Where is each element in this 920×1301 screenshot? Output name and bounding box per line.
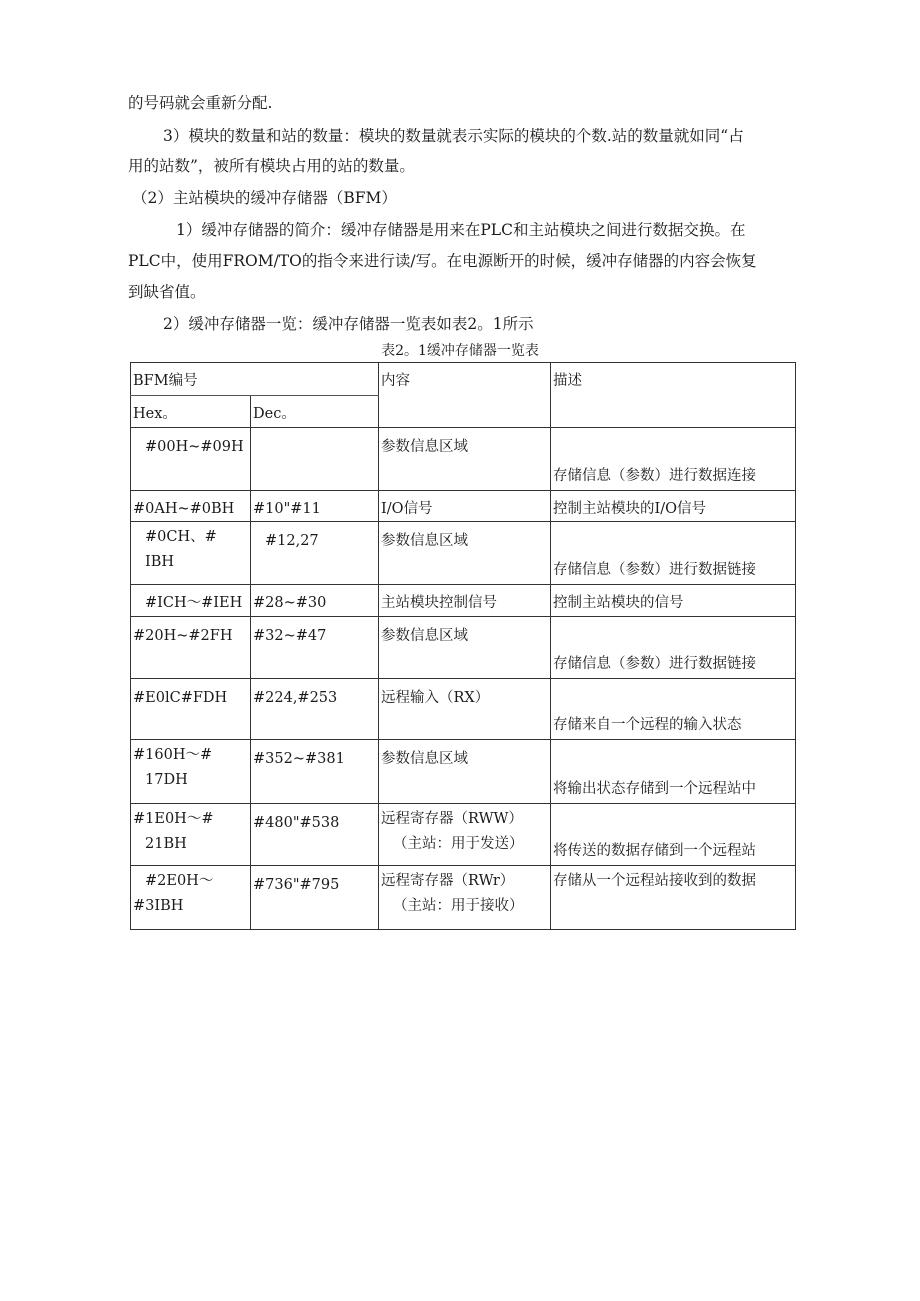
cell-hex: #0CH、# IBH — [131, 522, 251, 585]
table-row — [131, 679, 796, 740]
cell-hex: #0AH~#0BH — [131, 491, 251, 522]
paragraph-line-6: 到缺省值。 — [128, 283, 206, 301]
header-content: 内容 — [379, 363, 551, 428]
paragraph-line-7: 2）缓冲存储器一览：缓冲存储器一览表如表2。1所示 — [163, 315, 534, 333]
cell-description: 将传送的数据存储到一个远程站 — [551, 804, 796, 866]
cell-hex: #20H~#2FH — [131, 617, 251, 679]
cell-dec: #352~#381 — [251, 740, 379, 804]
cell-hex: #160H～# 17DH — [131, 740, 251, 804]
table-row — [131, 522, 796, 585]
table-header-row — [131, 363, 796, 396]
cell-hex: #1E0H～# 21BH — [131, 804, 251, 866]
cell-content: 主站模块控制信号 — [379, 585, 551, 617]
cell-hex: #E0lC#FDH — [131, 679, 251, 740]
header-description: 描述 — [551, 363, 796, 428]
cell-hex: #2E0H～ #3IBH — [131, 866, 251, 930]
paragraph-line-2: 3）模块的数量和站的数量：模块的数量就表示实际的模块的个数.站的数量就如同“占 — [163, 127, 744, 145]
cell-description: 存储信息（参数）进行数据链接 — [551, 617, 796, 679]
cell-dec: #32~#47 — [251, 617, 379, 679]
cell-hex: #ICH～#IEH — [131, 585, 251, 617]
cell-dec: #224,#253 — [251, 679, 379, 740]
cell-description: 存储信息（参数）进行数据链接 — [551, 522, 796, 585]
cell-content: 远程寄存器（RWW） （主站：用于发送） — [379, 804, 551, 866]
table-row — [131, 617, 796, 679]
cell-content: 参数信息区域 — [379, 617, 551, 679]
header-hex: Hex。 — [131, 396, 251, 428]
section-heading: （2）主站模块的缓冲存储器（BFM） — [132, 189, 397, 207]
bfm-table — [130, 362, 796, 930]
cell-description: 存储来自一个远程的输入状态 — [551, 679, 796, 740]
table-row — [131, 866, 796, 930]
cell-content: 参数信息区域 — [379, 428, 551, 491]
cell-dec: #12,27 — [251, 522, 379, 585]
table-caption: 表2。1缓冲存储器一览表 — [381, 343, 539, 359]
cell-description: 存储从一个远程站接收到的数据 — [551, 866, 796, 930]
cell-dec: #736"#795 — [251, 866, 379, 930]
table-row — [131, 740, 796, 804]
cell-dec — [251, 428, 379, 491]
header-bfm-number: BFM编号 — [131, 363, 379, 396]
cell-description: 控制主站模块的信号 — [551, 585, 796, 617]
cell-hex: #00H~#09H — [131, 428, 251, 491]
header-dec: Dec。 — [251, 396, 379, 428]
cell-content: I/O信号 — [379, 491, 551, 522]
cell-description: 将输出状态存储到一个远程站中 — [551, 740, 796, 804]
paragraph-line-3: 用的站数”，被所有模块占用的站的数量。 — [128, 157, 415, 175]
table-row — [131, 585, 796, 617]
cell-content: 参数信息区域 — [379, 740, 551, 804]
cell-content: 远程输入（RX） — [379, 679, 551, 740]
cell-dec: #28~#30 — [251, 585, 379, 617]
table-row — [131, 428, 796, 491]
cell-dec: #480"#538 — [251, 804, 379, 866]
cell-dec: #10"#11 — [251, 491, 379, 522]
paragraph-line-1: 的号码就会重新分配. — [128, 94, 273, 112]
cell-description: 存储信息（参数）进行数据连接 — [551, 428, 796, 491]
cell-content: 参数信息区域 — [379, 522, 551, 585]
table-row — [131, 804, 796, 866]
paragraph-line-5: PLC中，使用FROM/TO的指令来进行读/写。在电源断开的时候，缓冲存储器的内容会恢复 — [128, 252, 757, 270]
cell-description: 控制主站模块的I/O信号 — [551, 491, 796, 522]
table-row — [131, 491, 796, 522]
cell-content: 远程寄存器（RWr） （主站：用于接收） — [379, 866, 551, 930]
paragraph-line-4: 1）缓冲存储器的简介：缓冲存储器是用来在PLC和主站模块之间进行数据交换。在 — [176, 221, 746, 239]
